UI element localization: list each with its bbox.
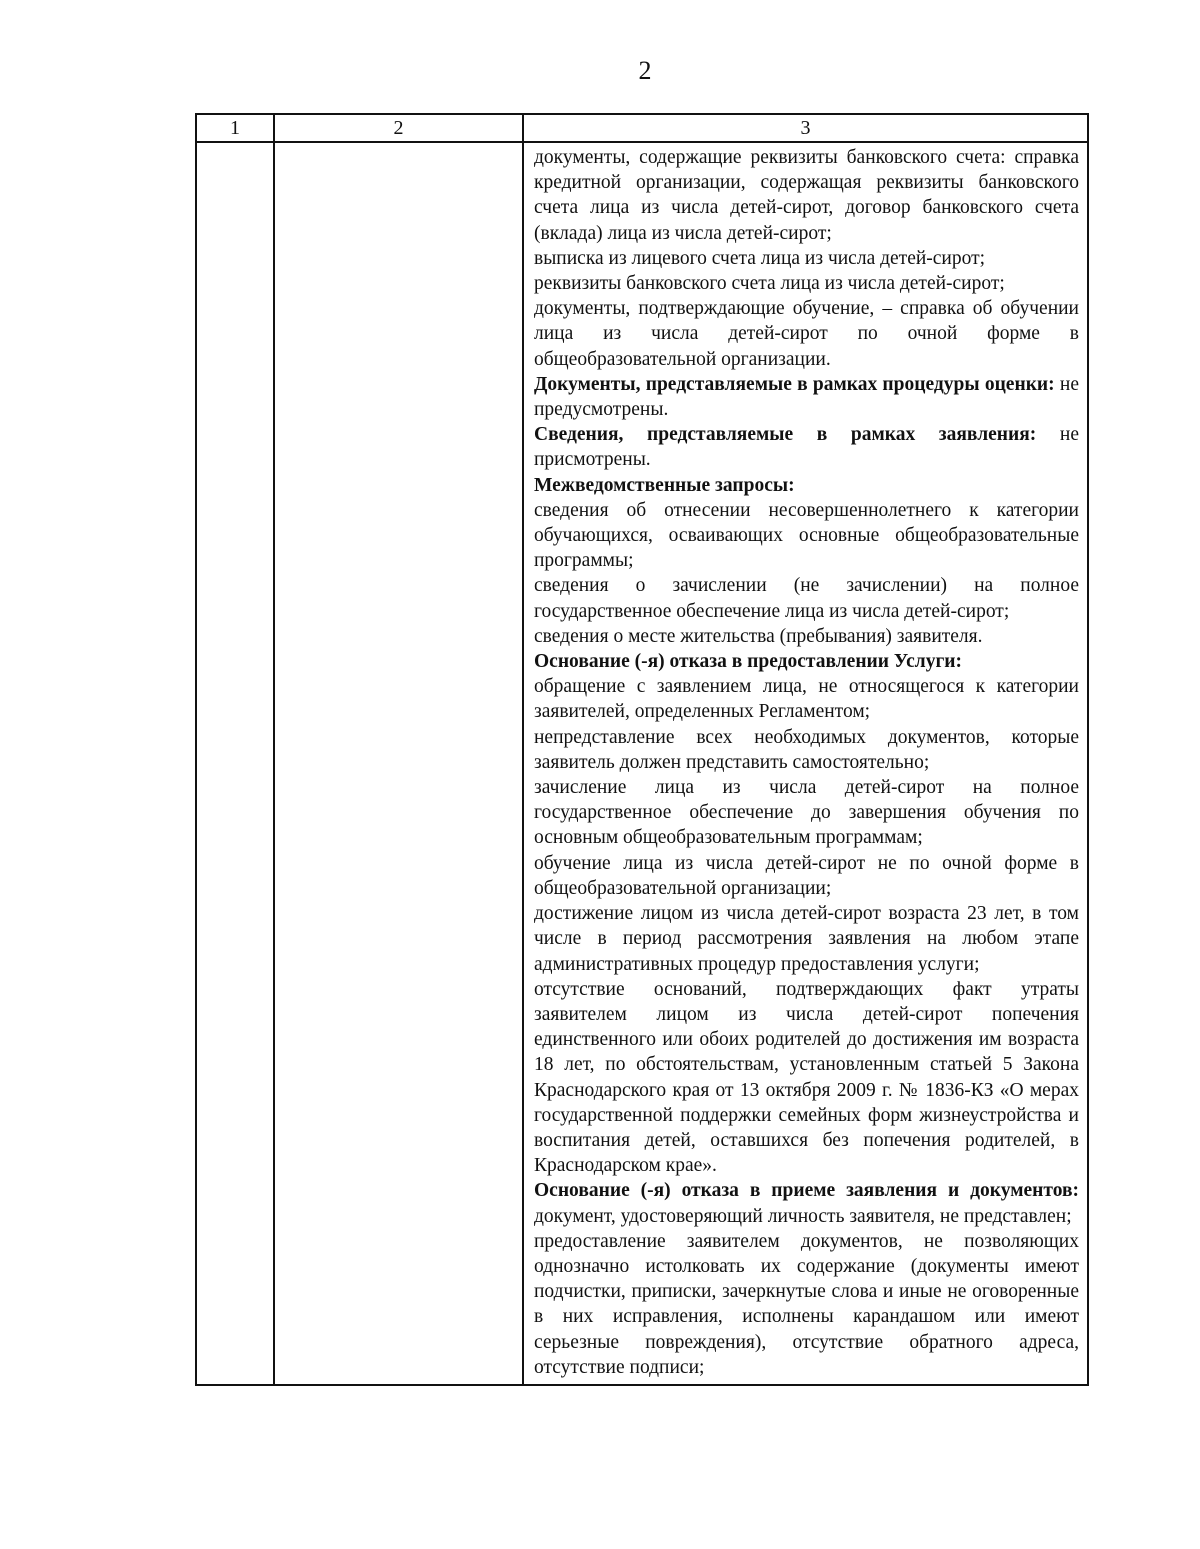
bold-heading: Межведомственные запросы: <box>534 474 795 496</box>
paragraph-account-statement: выписка из лицевого счета лица из числа детей-сирот; <box>534 247 986 269</box>
paragraph-application-info: Сведения, представляемые в рамках заявления: не присмотрены. <box>534 424 1079 471</box>
paragraph-state-support: сведения о зачислении (не зачислении) на полное государственное обеспечение лица из числа детей-сирот; <box>534 575 1079 622</box>
table-header-row <box>196 114 1088 142</box>
paragraph-refusal-heading <box>534 649 1079 674</box>
cell-col2 <box>274 142 523 1385</box>
paragraph-refusal-age: достижение лицом из числа детей-сирот возраста 23 лет, в том числе в период рассмотрения заявления на любом этапе административных процедур предоставления услуги; <box>534 903 1079 975</box>
paragraph-residence: сведения о месте жительства (пребывания) заявителя. <box>534 625 983 647</box>
bold-heading: Сведения, представляемые в рамках заявления: <box>534 424 1037 446</box>
bold-heading: Основание (-я) отказа в предоставлении Услуги: <box>534 651 963 673</box>
paragraph-assessment-documents: Документы, представляемые в рамках процедуры оценки: не предусмотрены. <box>534 373 1080 421</box>
document-table <box>195 113 1089 1386</box>
paragraph-minor-category: сведения об отнесении несовершеннолетнего к категории обучающихся, осваивающих основные общеобразовательные программы; <box>534 499 1079 572</box>
page-number: 2 <box>638 56 652 85</box>
bold-heading: Документы, представляемые в рамках процедуры оценки: <box>534 373 1055 395</box>
column-header-1: 1 <box>196 114 274 142</box>
paragraph-reception-refusal: Основание (-я) отказа в приеме заявления и документов: документ, удостоверяющий личность заявителя, не представлен; <box>534 1180 1079 1227</box>
table-row <box>196 142 1088 1385</box>
cell-col3 <box>523 142 1088 1385</box>
paragraph-refusal-category: обращение с заявлением лица, не относящегося к категории заявителей, определенных Регламентом; <box>534 676 1079 723</box>
cell-col1 <box>196 142 274 1385</box>
bold-heading: Основание (-я) отказа в приеме заявления и документов: <box>534 1180 1079 1202</box>
paragraph-bank-documents: документы, содержащие реквизиты банковского счета: справка кредитной организации, содержащая реквизиты банковского счета лица из числа детей-сирот, договор банковского счета (вклада) лица из числа детей-сирот; <box>534 147 1079 244</box>
column-header-2: 2 <box>274 114 523 142</box>
paragraph-study-documents: документы, подтверждающие обучение, – справка об обучении лица из числа детей-сирот по очной форме в общеобразовательной организации. <box>534 298 1079 370</box>
paragraph-refusal-grounds: отсутствие оснований, подтверждающих факт утраты заявителем лицом из числа детей-сирот попечения единственного или обоих родителей до достижения им возраста 18 лет, по обстоятельствам, установленным статьей 5 Закона Краснодарского края от 13 октября 2009 г. № 1836-КЗ «О мерах государственной поддержки семейных форм жизнеустройства и воспитания детей, оставшихся без попечения родителей, в Краснодарском крае». <box>534 978 1079 1177</box>
column-header-3: 3 <box>523 114 1088 142</box>
paragraph-bank-details: реквизиты банковского счета лица из числа детей-сирот; <box>534 273 1005 295</box>
paragraph-reception-documents: предоставление заявителем документов, не позволяющих однозначно истолковать их содержание (документы имеют подчистки, приписки, зачеркнутые слова и иные не оговоренные в них исправления, исполнены карандашом или имеют серьезные повреждения), отсутствие обратного адреса, отсутствие подписи; <box>534 1230 1079 1378</box>
paragraph-refusal-study-form: обучение лица из числа детей-сирот не по очной форме в общеобразовательной организации; <box>534 852 1079 899</box>
paragraph-interagency-heading <box>534 473 1079 498</box>
paragraph-refusal-documents: непредставление всех необходимых документов, которые заявитель должен представить самостоятельно; <box>534 726 1079 773</box>
paragraph-refusal-enrollment: зачисление лица из числа детей-сирот на полное государственное обеспечение до завершения обучения по основным общеобразовательным программам; <box>534 777 1079 849</box>
